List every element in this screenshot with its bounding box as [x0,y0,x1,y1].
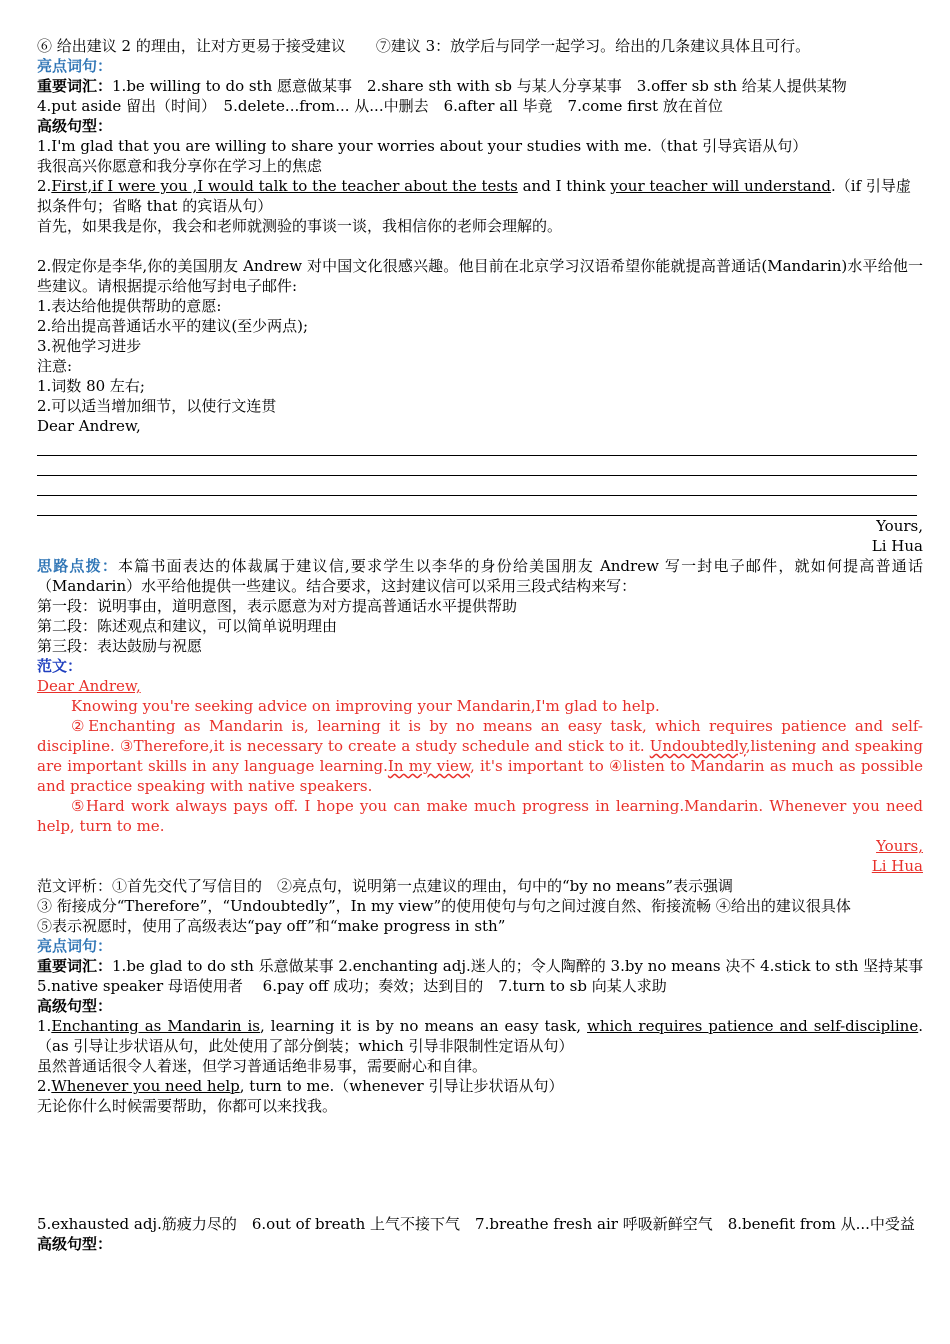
answer-line [37,456,917,476]
letter-closing: Yours, [876,517,923,535]
note-item: 2.可以适当增加细节，以使行文连贯 [37,397,277,415]
vocab-label: 重要词汇： [37,957,113,975]
vocab-line: 5.exhausted adj.筋疲力尽的 6.out of breath 上气不接下气 7.breathe fresh air 呼吸新鲜空气 8.benefit from 从...中受益 [37,1215,915,1233]
sentence-heading: 高级句型： [37,997,113,1015]
model-text: , it's important to ④listen to Mandarin as much as possible and practice speaking with native speakers. [37,757,924,795]
model-greeting: Dear Andrew, [37,677,141,695]
vocab-line: 5.native speaker 母语使用者 6.pay off 成功；奏效；达到目的 7.turn to sb 向某人求助 [37,977,667,995]
sentence-mid: and I think [517,177,611,195]
task-prompt: 2.假定你是李华,你的美国朋友 Andrew 对中国文化很感兴趣。他目前在北京学习汉语希望你能就提高普通话(Mandarin)水平给他一些建议。请根据提示给他写封电子邮件: [37,257,923,295]
note-item: 1.词数 80 左右; [37,377,145,395]
sentence-en [37,176,923,216]
task-point: 2.给出提高普通话水平的建议(至少两点); [37,317,309,335]
underlined-clause: First,if I were you ,I would talk to the teacher about the tests [51,177,518,195]
analysis-paragraph: 第一段：说明事由，道明意图，表示愿意为对方提高普通话水平提供帮助 [37,597,518,615]
sentence-prefix: 2. [37,1077,52,1095]
underlined-clause: which requires patience and self-discipline [587,1017,919,1035]
sentence-zh: 虽然普通话很令人着迷，但学习普通话绝非易事，需要耐心和自律。 [37,1057,488,1075]
sentence-zh: 我很高兴你愿意和我分享你在学习上的焦虑 [37,157,323,175]
sentence-heading: 高级句型： [37,1235,113,1253]
analysis-body: 本篇书面表达的体裁属于建议信,要求学生以李华的身份给美国朋友 Andrew 写一封电子邮件，就如何提高普通话（Mandarin）水平给他提供一些建议。结合要求，这封建议信可以采用三段式结构来写： [37,557,923,595]
model-highlight: In my view [387,757,470,775]
vocab-line [37,956,923,976]
vocab-line [37,76,923,96]
document-page [37,36,923,1254]
sentence-en [37,1016,923,1056]
sentence-prefix: 2. [37,177,52,195]
sentence-en: 1.I'm glad that you are willing to share your worries about your studies with me.（that 引导宾语从句） [37,137,808,155]
letter-greeting: Dear Andrew, [37,417,141,435]
vocab-line: 4.put aside 留出（时间） 5.delete...from... 从...中删去 6.after all 毕竟 7.come first 放在首位 [37,97,723,115]
model-label: 范文： [37,657,83,675]
note-label: 注意: [37,357,73,375]
analysis-paragraph: 第三段：表达鼓励与祝愿 [37,637,203,655]
model-paragraph: ⑤Hard work always pays off. I hope you can make much progress in learning.Mandarin. Whenever you need help, turn to me. [37,797,923,835]
sentence-zh: 无论你什么时候需要帮助，你都可以来找我。 [37,1097,338,1115]
sentence-heading: 高级句型： [37,117,113,135]
model-paragraph: Knowing you're seeking advice on improving your Mandarin,I'm glad to help. [71,697,660,715]
analysis-paragraph: 第二段：陈述观点和建议，可以简单说明理由 [37,617,338,635]
highlight-heading: 亮点词句： [37,937,113,955]
highlight-heading: 亮点词句： [37,57,113,75]
review-line: 范文评析：①首先交代了写信目的 ②亮点句，说明第一点建议的理由，句中的“by no means”表示强调 [37,877,734,895]
analysis-label: 思路点拨： [37,557,119,575]
underlined-clause: your teacher will understand [610,177,832,195]
sentence-mid: , learning it is by no means an easy task, [260,1017,588,1035]
answer-line [37,436,917,456]
underlined-clause: Whenever you need help [51,1077,240,1095]
answer-line [37,476,917,496]
vocab-text: 1.be glad to do sth 乐意做某事 2.enchanting adj.迷人的；令人陶醉的 3.by no means 决不 4.stick to sth 坚持某事 [112,957,923,975]
task-point: 3.祝他学习进步 [37,337,142,355]
model-paragraph [37,716,923,796]
sentence-note: , turn to me.（whenever 引导让步状语从句） [239,1077,564,1095]
model-highlight: Undoubtedly [649,737,746,755]
letter-signature: Li Hua [871,537,923,555]
review-line: ⑥ 给出建议 2 的理由，让对方更易于接受建议 ⑦建议 3：放学后与同学一起学习。给出的几条建议具体且可行。 [37,37,811,55]
review-line: ③ 衔接成分“Therefore”，“Undoubtedly”，In my view”的使用使句与句之间过渡自然、衔接流畅 ④给出的建议很具体 [37,897,851,915]
underlined-clause: Enchanting as Mandarin is [51,1017,260,1035]
vocab-text: 1.be willing to do sth 愿意做某事 2.share sth with sb 与某人分享某事 3.offer sb sth 给某人提供某物 [112,77,847,95]
sentence-zh: 首先，如果我是你，我会和老师就测验的事谈一谈，我相信你的老师会理解的。 [37,217,563,235]
sentence-en [37,1076,923,1096]
model-closing: Yours, [876,837,923,855]
model-text: ②Enchanting as Mandarin is, learning it is by no means an easy task, which requires patience and self-discipline. ③Therefore,it is necessary to create a study schedule and stick to it. [37,717,923,755]
sentence-note: .（if 引导虚拟条件句；省略 that 的宾语从句） [37,177,911,215]
sentence-prefix: 1. [37,1017,52,1035]
review-line: ⑤表示祝愿时，使用了高级表达“pay off”和“make progress in sth” [37,917,506,935]
vocab-label: 重要词汇： [37,77,113,95]
model-signature: Li Hua [871,857,923,875]
model-text: ,listening and speaking are important skills in any language learning. [37,737,923,775]
analysis-text [37,556,923,596]
sentence-note: .（as 引导让步状语从句，此处使用了部分倒装；which 引导非限制性定语从句） [37,1017,923,1055]
answer-line [37,496,917,516]
task-point: 1.表达给他提供帮助的意愿: [37,297,222,315]
